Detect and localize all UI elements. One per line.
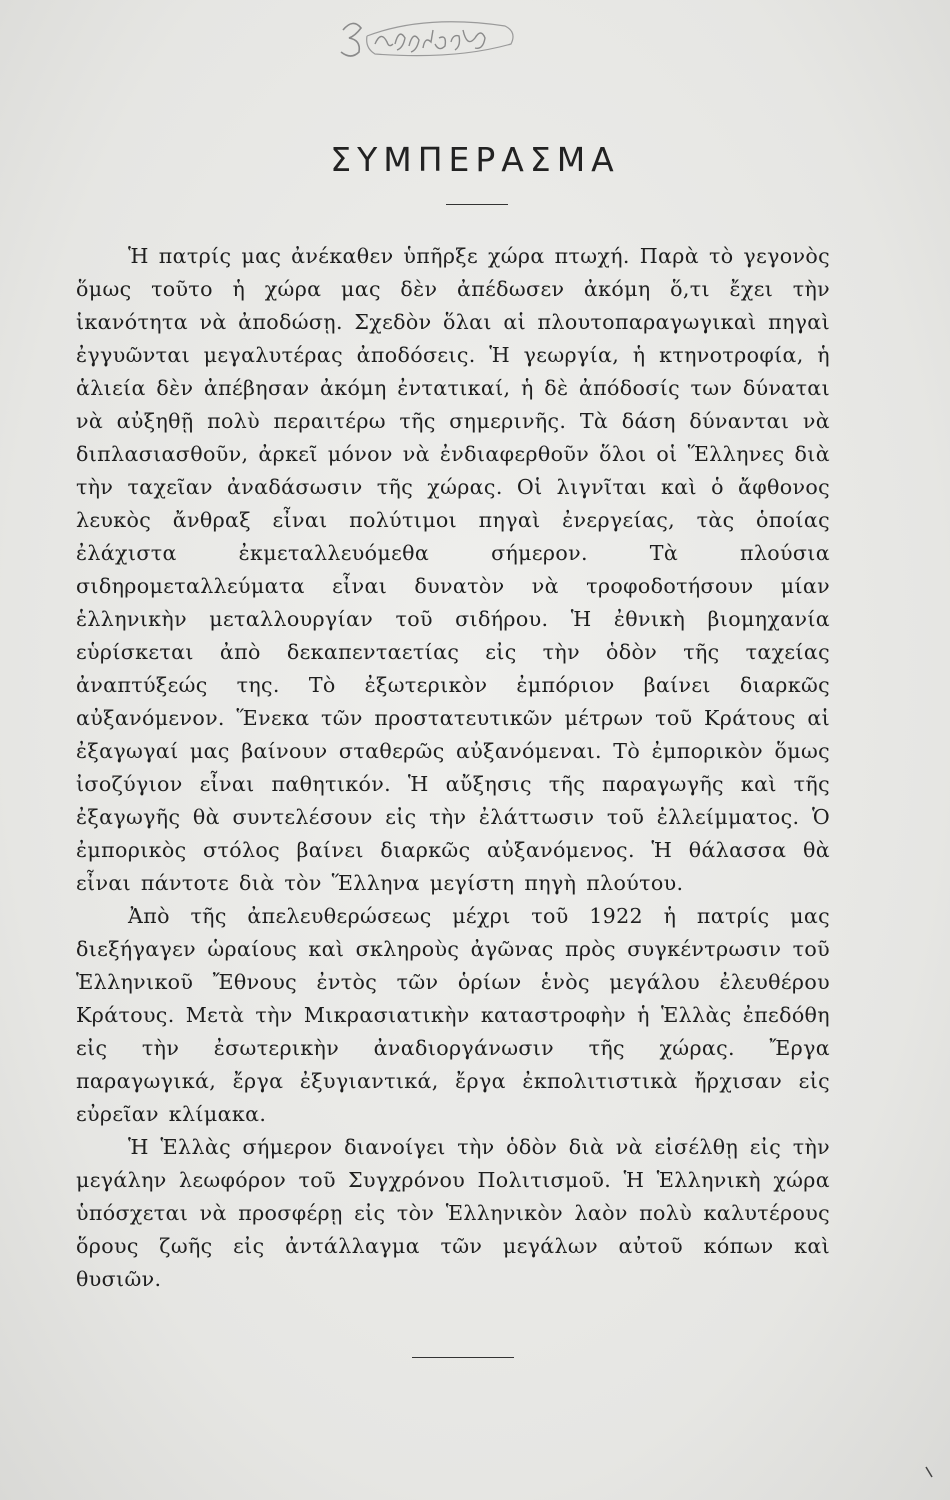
paragraph-3: Ἡ Ἑλλὰς σήμερον διανοίγει τὴν ὁδὸν διὰ νὰ εἰσέλθῃ εἰς τὴν μεγάλην λεωφόρον τοῦ Συγχρόνου Πολιτισμοῦ. Ἡ Ἑλληνικὴ χώρα ὑπόσχεται νὰ προσφέρῃ εἰς τὸν Ἑλληνικὸν λαὸν πολὺ καλυτέρους ὅρους ζωῆς εἰς ἀντάλλαγμα τῶν μεγάλων αὐτοῦ κόπων καὶ θυσιῶν. [76, 1135, 830, 1291]
end-divider [412, 1357, 514, 1358]
pencil-scribble-icon [335, 8, 525, 68]
handwritten-pencil-note [335, 8, 525, 68]
paragraph-2: Ἀπὸ τῆς ἀπελευθερώσεως μέχρι τοῦ 1922 ἡ πατρίς μας διεξήγαγεν ὡραίους καὶ σκληροὺς ἀγῶνας πρὸς συγκέντρωσιν τοῦ Ἑλληνικοῦ Ἔθνους ἐντὸς τῶν ὁρίων ἑνὸς μεγάλου ἐλευθέρου Κράτους. Μετὰ τὴν Μικρασιατικὴν καταστροφὴν ἡ Ἑλλὰς ἐπεδόθη εἰς τὴν ἐσωτερικὴν ἀναδιοργάνωσιν τῆς χώρας. Ἔργα παραγωγικά, ἔργα ἐξυγιαντικά, ἔργα ἐκπολιτιστικὰ ἤρχισαν εἰς εὐρεῖαν κλίμακα. [76, 904, 830, 1126]
body-text [76, 240, 830, 1296]
paragraph-1: Ἡ πατρίς μας ἀνέκαθεν ὑπῆρξε χώρα πτωχή. Παρὰ τὸ γεγονὸς ὅμως τοῦτο ἡ χώρα μας δὲν ἀπέδωσεν ἀκόμη ὅ,τι ἔχει τὴν ἱκανότητα νὰ ἀποδώσῃ. Σχεδὸν ὅλαι αἱ πλουτοπαραγωγικαὶ πηγαὶ ἐγγυῶνται μεγαλυτέρας ἀποδόσεις. Ἡ γεωργία, ἡ κτηνοτροφία, ἡ ἁλιεία δὲν ἀπέβησαν ἀκόμη ἐντατικαί, ἡ δὲ ἀπόδοσίς των δύναται νὰ αὐξηθῇ πολὺ περαιτέρω τῆς σημερινῆς. Τὰ δάση δύνανται νὰ διπλασιασθοῦν, ἀρκεῖ μόνον νὰ ἐνδιαφερθοῦν ὅλοι οἱ Ἕλληνες διὰ τὴν ταχεῖαν ἀναδάσωσιν τῆς χώρας. Οἱ λιγνῖται καὶ ὁ ἄφθονος λευκὸς ἄνθραξ εἶναι πολύτιμοι πηγαὶ ἐνεργείας, τὰς ὁποίας ἐλάχιστα ἐκμεταλλευόμεθα σήμερον. Τὰ πλούσια σιδηρομεταλλεύματα εἶναι δυνατὸν νὰ τροφοδοτήσουν μίαν ἑλληνικὴν μεταλλουργίαν τοῦ σιδήρου. Ἡ ἐθνικὴ βιομηχανία εὑρίσκεται ἀπὸ δεκαπενταετίας εἰς τὴν ὁδὸν τῆς ταχείας ἀναπτύξεώς της. Τὸ ἐξωτερικὸν ἐμπόριον βαίνει διαρκῶς αὐξανόμενον. Ἕνεκα τῶν προστατευτικῶν μέτρων τοῦ Κράτους αἱ ἐξαγωγαί μας βαίνουν σταθερῶς αὐξανόμεναι. Τὸ ἐμπορικὸν ὅμως ἰσοζύγιον εἶναι παθητικόν. Ἡ αὔξησις τῆς παραγωγῆς καὶ τῆς ἐξαγωγῆς θὰ συντελέσουν εἰς τὴν ἐλάττωσιν τοῦ ἐλλείμματος. Ὁ ἐμπορικὸς στόλος βαίνει διαρκῶς αὐξανόμενος. Ἡ θάλασσα θὰ εἶναι πάντοτε διὰ τὸν Ἕλληνα μεγίστη πηγὴ πλούτου. [76, 244, 830, 895]
title-divider [446, 204, 508, 205]
margin-mark-icon [924, 1465, 934, 1479]
page-title: ΣΥΜΠΕΡΑΣΜΑ [330, 140, 620, 179]
